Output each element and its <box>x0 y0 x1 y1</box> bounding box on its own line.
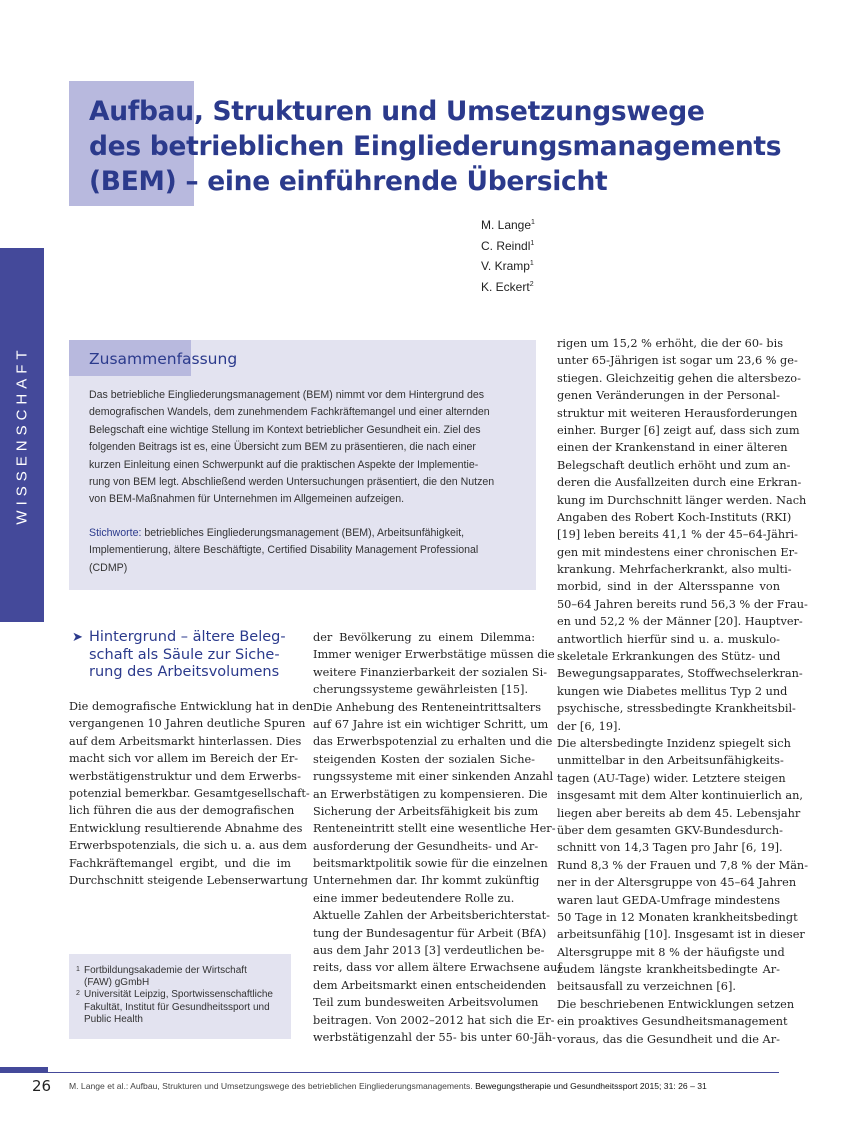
text-line: 50–64 Jahren bereits rund 56,3 % der Frau- <box>557 597 808 611</box>
text-line: Altersgruppe mit 8 % der häufigste und <box>557 945 785 959</box>
text-line: einen der Krankenstand in einer älteren <box>557 441 788 455</box>
journal-reference: Bewegungstherapie und Gesundheitssport 2015; 31: 26 – 31 <box>475 1081 707 1091</box>
text-line: vergangenen 10 Jahren deutliche Spuren <box>69 717 306 731</box>
footnote <box>76 989 286 1026</box>
section-heading-text <box>89 629 286 682</box>
text-line: auf dem Arbeitsmarkt hinterlassen. Dies <box>69 734 302 748</box>
text-line: dem Arbeitsmarkt einen entscheidenden <box>313 978 547 992</box>
text-line: beitsmarktpolitik sowie für die einzelnen <box>313 857 548 871</box>
text-line: Die beschriebenen Entwicklungen setzen <box>557 997 795 1011</box>
text-line: unmittelbar in den Arbeitsunfähigkeits- <box>557 754 784 768</box>
text-line: Die altersbedingte Inzidenz spiegelt sich <box>557 736 791 750</box>
footnote-line: Fortbildungsakademie der Wirtschaft <box>84 965 247 976</box>
text-line: werbstätigenstruktur und dem Erwerbs- <box>69 769 301 783</box>
text-line: aus dem Jahr 2013 [3] verdeutlichen be- <box>313 944 545 958</box>
text-line: kung im Durchschnitt länger werden. Nach <box>557 493 807 507</box>
footnote-number: 1 <box>76 966 80 973</box>
text-line: kungen wie Diabetes mellitus Typ 2 und <box>557 684 788 698</box>
footnote-line: Fakultät, Institut für Gesundheitssport und <box>84 1001 270 1013</box>
text-line: antwortlich hierfür sind u. a. muskulo- <box>557 632 780 646</box>
affiliation-marker: 1 <box>530 239 535 247</box>
text-line: 50 Tage in 12 Monaten krankheitsbedingt <box>557 910 798 924</box>
text-line: auf 67 Jahre ist ein wichtiger Schritt, um <box>313 717 549 731</box>
author-name: C. Reindl <box>481 238 531 253</box>
heading-line: schaft als Säule zur Siche- <box>89 646 280 663</box>
text-line: tagen (AU-Tage) wider. Letztere steigen <box>557 771 786 785</box>
text-line: macht sich vor allem im Bereich der Er- <box>69 752 299 766</box>
text-line: werbstätigenzahl der 55- bis unter 60-Jäh- <box>313 1030 556 1044</box>
text-line: stiegen. Gleichzeitig gehen die altersbezo- <box>557 371 801 385</box>
text-line: gen mit mindestens einer chronischen Er- <box>557 545 798 559</box>
article-title <box>89 94 789 199</box>
author <box>481 235 535 256</box>
text-line: Sicherung der Arbeitsfähigkeit bis zum <box>313 804 539 818</box>
text-line: Bewegungsapparates, Stoffwechselerkran- <box>557 667 803 681</box>
text-line: das Erwerbspotenzial zu erhalten und die <box>313 735 553 749</box>
keywords-text: betriebliches Eingliederungsmanagement (BEM), Arbeitsunfähigkeit, <box>141 527 465 539</box>
title-line: des betrieblichen Eingliederungsmanagements <box>89 131 782 162</box>
text-line: Belegschaft deutlich erhöht und zum an- <box>557 458 791 472</box>
abstract-text <box>89 387 519 509</box>
text-line: Immer weniger Erwerbstätige müssen die <box>313 648 555 662</box>
section-label: WISSENSCHAFT <box>13 345 31 525</box>
affiliation-marker: 1 <box>531 219 535 226</box>
author-name: K. Eckert <box>481 279 530 294</box>
footer-rule <box>48 1072 779 1073</box>
text-line: insgesamt mit dem Alter kontinuierlich an, <box>557 789 803 803</box>
text-line: en und 52,2 % der Männer [20]. Hauptver- <box>557 615 803 629</box>
text-line: rungssysteme mit einer sinkenden Anzahl <box>313 770 554 784</box>
text-line: struktur mit weiteren Herausforderungen <box>557 406 798 420</box>
abstract-line: demografischen Wandels, dem zunehmendem Fachkräftemangel und einer alternden <box>89 406 490 419</box>
footnote-line: Universität Leipzig, Sportwissenschaftliche <box>84 989 273 1001</box>
abstract-line: rung von BEM legt. Abschließend werden Untersuchungen präsentiert, die den Nutzen <box>89 476 495 489</box>
text-line: Fachkräftemangel ergibt, und die im <box>69 856 291 870</box>
text-line: Erwerbspotenzials, die sich u. a. aus dem <box>69 839 307 853</box>
text-line: eine immer bedeutendere Rolle zu. <box>313 891 515 905</box>
footnotes <box>76 965 286 1026</box>
author <box>481 276 535 297</box>
abstract-heading: Zusammenfassung <box>89 350 238 368</box>
text-line: arbeitsunfähig [10]. Insgesamt ist in dieser <box>557 928 805 942</box>
footnote-line: Public Health <box>84 1013 143 1025</box>
text-line: ein proaktives Gesundheitsmanagement <box>557 1015 788 1029</box>
text-line: einher. Burger [6] zeigt auf, dass sich zum <box>557 423 800 437</box>
abstract-line: von BEM-Maßnahmen für Unternehmen im Allgemeinen aufzeigen. <box>89 493 405 506</box>
text-line: ausforderung der Gesundheits- und Ar- <box>313 839 539 853</box>
author <box>481 255 535 276</box>
title-line: (BEM) – eine einführende Übersicht <box>89 166 608 197</box>
keywords-label: Stichworte: <box>89 527 142 539</box>
author-list <box>481 214 535 296</box>
affiliation-marker: 1 <box>529 260 534 267</box>
text-line: ner in der Altersgruppe von 45–64 Jahren <box>557 876 797 890</box>
text-line: Unternehmen dar. Ihr kommt zukünftig <box>313 874 540 888</box>
author-name: M. Lange <box>481 218 532 232</box>
text-line: über dem gesamten GKV-Bundesdurch- <box>557 823 783 837</box>
text-line: Die Anhebung des Renteneintrittsalters <box>313 700 541 714</box>
text-line: beitsausfall zu verzeichnen [6]. <box>557 980 736 994</box>
text-line: Angaben des Robert Koch-Instituts (RKI) <box>557 510 792 524</box>
text-line: Entwicklung resultierende Abnahme des <box>69 821 303 835</box>
title-line: Aufbau, Strukturen und Umsetzungswege <box>89 96 705 127</box>
author <box>481 214 535 235</box>
text-line: cherungssysteme gewährleisten [15]. <box>313 683 529 697</box>
text-line: weitere Finanzierbarkeit der sozialen Si- <box>313 665 548 679</box>
keywords <box>89 525 519 577</box>
abstract-line: folgenden Beitrags ist es, eine Übersicht zum BEM zu präsentieren, die nach einer <box>89 441 476 454</box>
text-line: der Bevölkerung zu einem Dilemma: <box>313 631 535 644</box>
text-line: waren laut GEDA-Umfrage mindestens <box>557 893 781 907</box>
text-line: reits, dass vor allem ältere Erwachsene auf <box>313 961 562 975</box>
body-column-1 <box>69 698 314 889</box>
footer-accent-bar <box>0 1067 48 1073</box>
heading-line: rung des Arbeitsvolumens <box>89 664 280 680</box>
text-line: voraus, das die Gesundheit und die Ar- <box>557 1032 780 1046</box>
text-line: unter 65-Jährigen ist sogar um 23,6 % ge- <box>557 354 798 368</box>
footnote <box>76 965 286 989</box>
text-line: psychische, stressbedingte Krankheitsbil- <box>557 702 796 716</box>
text-line: deren die Ausfallzeiten durch eine Erkran- <box>557 476 802 490</box>
affiliation-marker: 2 <box>529 280 534 288</box>
text-line: Renteneintritt stellt eine wesentliche Her- <box>313 822 556 836</box>
text-line: liegen aber bereits ab dem 45. Lebensjahr <box>557 806 801 820</box>
text-line: lich führen die aus der demografischen <box>69 804 295 818</box>
text-line: Durchschnitt steigende Lebenserwartung <box>69 873 309 887</box>
keywords-line: (CDMP) <box>89 561 128 574</box>
body-column-3 <box>557 335 809 1048</box>
arrow-icon: ➤ <box>72 630 83 645</box>
footnote-number: 2 <box>76 990 80 998</box>
heading-line: Hintergrund – ältere Beleg- <box>89 629 286 645</box>
keywords-line <box>89 525 519 542</box>
footer-citation <box>69 1081 707 1091</box>
text-line: genen Veränderungen in der Personal- <box>557 389 780 403</box>
text-line: krankung. Mehrfacherkrankt, also multi- <box>557 563 792 577</box>
text-line: Rund 8,3 % der Frauen und 7,8 % der Män- <box>557 858 809 872</box>
citation-text: M. Lange et al.: Aufbau, Strukturen und Umsetzungswege des betrieblichen Eingliederungsmanagements. <box>69 1081 476 1091</box>
text-line: [19] leben bereits 41,1 % der 45–64-Jähri- <box>557 528 798 542</box>
abstract-line: kurzen Einleitung einen Schwerpunkt auf die praktischen Aspekte der Implementie- <box>89 458 479 471</box>
footnote-line: (FAW) gGmbH <box>84 977 150 989</box>
keywords-line: Implementierung, ältere Beschäftigte, Certified Disability Management Professional <box>89 544 479 557</box>
text-line: rigen um 15,2 % erhöht, die der 60- bis <box>557 337 784 350</box>
text-line: beitragen. Von 2002–2012 hat sich die Er- <box>313 1013 555 1027</box>
text-line: steigenden Kosten der sozialen Siche- <box>313 752 535 766</box>
text-line: zudem längste krankheitsbedingte Ar- <box>557 963 780 977</box>
text-line: morbid, sind in der Altersspanne von <box>557 580 780 594</box>
abstract-line: Das betriebliche Eingliederungsmanagement (BEM) nimmt vor dem Hintergrund des <box>89 389 485 401</box>
text-line: der [6, 19]. <box>557 719 622 733</box>
text-line: schnitt von 14,3 Tagen pro Jahr [6, 19]. <box>557 841 783 855</box>
text-line: potenzial bemerkbar. Gesamtgesellschaft- <box>69 786 310 800</box>
text-line: skeletale Erkrankungen des Stütz- und <box>557 650 781 664</box>
text-line: tung der Bundesagentur für Arbeit (BfA) <box>313 926 547 940</box>
abstract-line: Belegschaft eine wichtige Stellung im Kontext betrieblicher Gesundheit ein. Ziel des <box>89 423 481 436</box>
text-line: Aktuelle Zahlen der Arbeitsberichterstat- <box>313 909 550 923</box>
page-number: 26 <box>32 1077 52 1095</box>
body-column-2 <box>313 629 562 1046</box>
text-line: an Erwerbstätigen zu kompensieren. Die <box>313 787 548 801</box>
text-line: Teil zum bundesweiten Arbeitsvolumen <box>313 996 539 1010</box>
author-name: V. Kramp <box>481 259 530 273</box>
text-line: Die demografische Entwicklung hat in den <box>69 700 314 713</box>
